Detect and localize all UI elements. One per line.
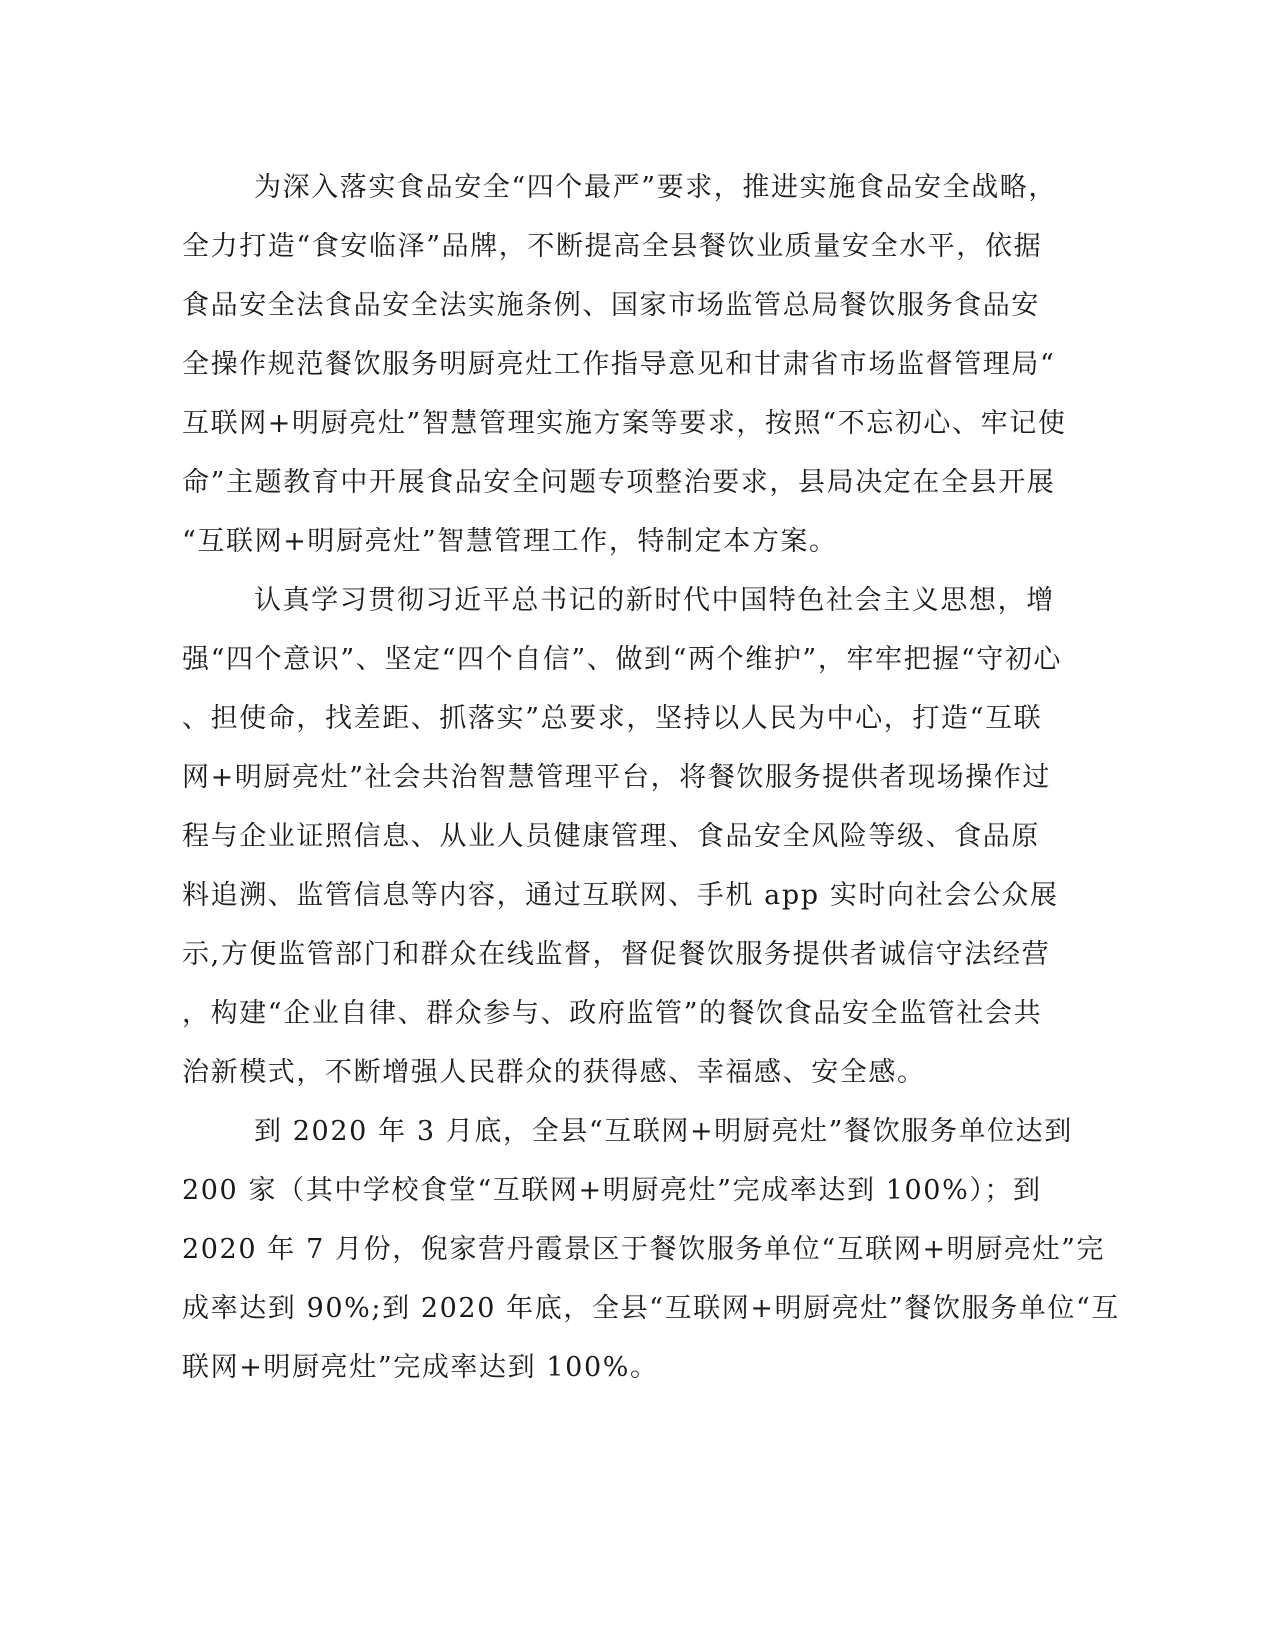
document-body xyxy=(182,158,1120,1397)
text-line: 命”主题教育中开展食品安全问题专项整治要求，县局决定在全县开展 xyxy=(182,467,1056,498)
text-line: 到 2020 年 3 月底，全县“互联网+明厨亮灶”餐饮服务单位达到 xyxy=(254,1116,1073,1147)
text-line: 2020 年 7 月份，倪家营丹霞景区于餐饮服务单位“互联网+明厨亮灶”完 xyxy=(182,1234,1106,1265)
text-line: 联网+明厨亮灶”完成率达到 100%。 xyxy=(182,1352,659,1383)
text-line: 成率达到 90%;到 2020 年底，全县“互联网+明厨亮灶”餐饮服务单位“互 xyxy=(182,1293,1120,1324)
text-line: “互联网+明厨亮灶”智慧管理工作，特制定本方案。 xyxy=(182,526,838,557)
text-line: 全操作规范餐饮服务明厨亮灶工作指导意见和甘肃省市场监督管理局“ xyxy=(182,349,1056,380)
text-line: 示,方便监管部门和群众在线监督，督促餐饮服务提供者诚信守法经营 xyxy=(182,939,1051,970)
text-line: 程与企业证照信息、从业人员健康管理、食品安全风险等级、食品原 xyxy=(182,821,1040,852)
text-line: 全力打造“食安临泽”品牌，不断提高全县餐饮业质量安全水平，依据 xyxy=(182,231,1043,262)
text-line: 治新模式，不断增强人民群众的获得感、幸福感、安全感。 xyxy=(182,1057,926,1088)
text-line: 认真学习贯彻习近平总书记的新时代中国特色社会主义思想，增 xyxy=(254,585,1055,616)
paragraph-intro xyxy=(182,158,1067,571)
paragraph-targets xyxy=(182,1102,1120,1397)
text-line: 料追溯、监管信息等内容，通过互联网、手机 app 实时向社会公众展 xyxy=(182,880,1059,911)
text-line: 强“四个意识”、坚定“四个自信”、做到“两个维护”，牢牢把握“守初心 xyxy=(182,644,1063,675)
text-line: 食品安全法食品安全法实施条例、国家市场监管总局餐饮服务食品安 xyxy=(182,290,1040,321)
text-line: 、担使命，找差距、抓落实”总要求，坚持以人民为中心，打造“互联 xyxy=(182,703,1043,734)
text-line: 网+明厨亮灶”社会共治智慧管理平台，将餐饮服务提供者现场操作过 xyxy=(182,762,1052,793)
text-line: 互联网+明厨亮灶”智慧管理实施方案等要求，按照“不忘初心、牢记使 xyxy=(182,408,1067,439)
text-line: 为深入落实食品安全“四个最严”要求，推进实施食品安全战略， xyxy=(254,172,1058,203)
paragraph-guiding-ideology xyxy=(182,571,1063,1102)
text-line: 200 家（其中学校食堂“互联网+明厨亮灶”完成率达到 100%）；到 xyxy=(182,1175,1042,1206)
text-line: ，构建“企业自律、群众参与、政府监管”的餐饮食品安全监管社会共 xyxy=(182,998,1043,1029)
